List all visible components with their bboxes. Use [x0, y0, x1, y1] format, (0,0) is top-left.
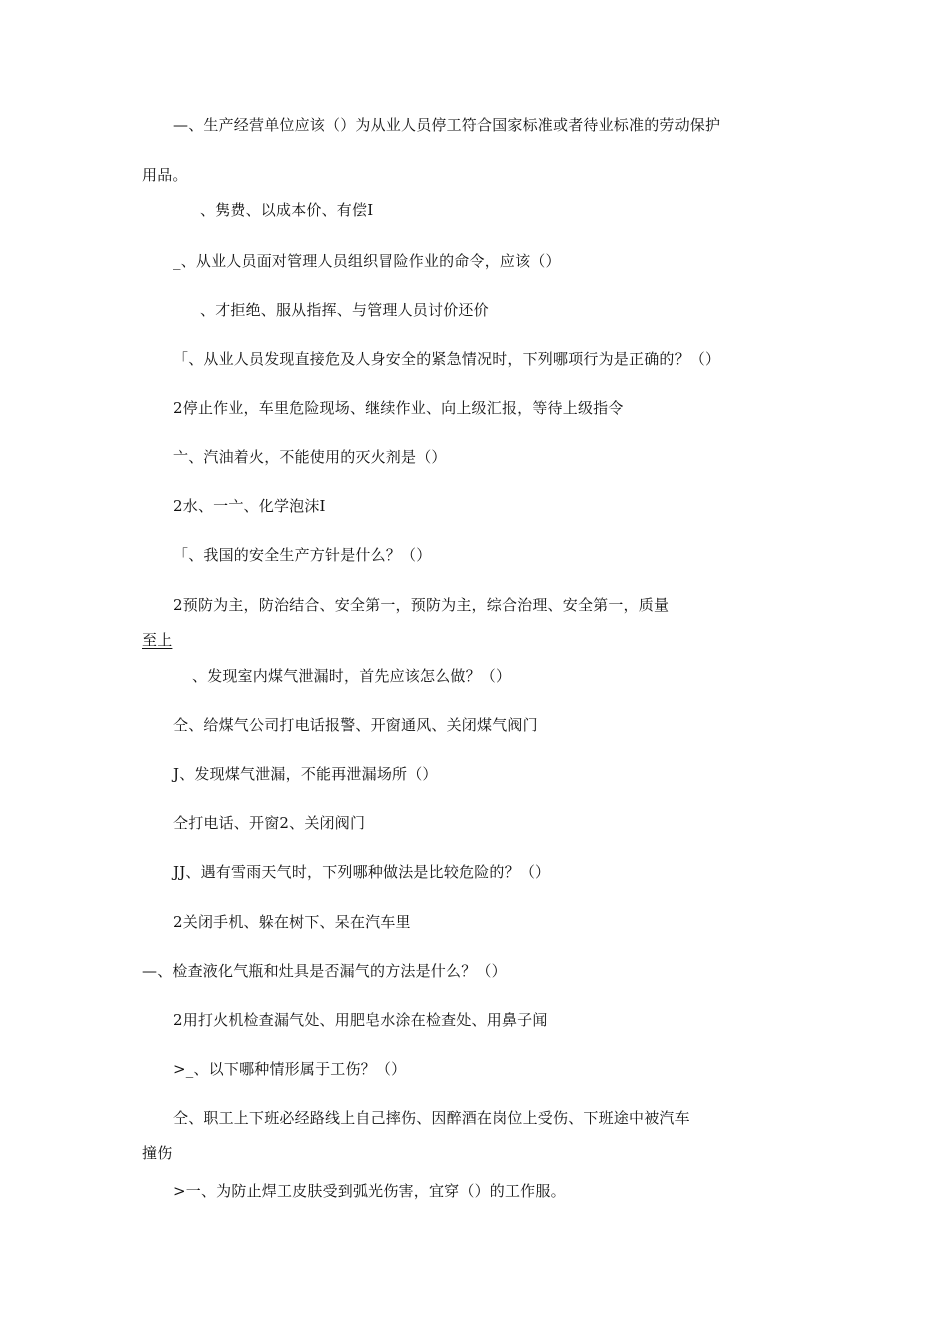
- question-9: —、检查液化气瓶和灶具是否漏气的方法是什么？（）: [142, 962, 507, 980]
- question-2: _、从业人员面对管理人员组织冒险作业的命令，应该（）: [173, 252, 561, 270]
- answer-options-7: 仝打电话、开窗2、关闭阀门: [173, 814, 366, 832]
- answer-options-9: 2用打火机检查漏气处、用肥皂水涂在检查处、用鼻子闻: [173, 1011, 548, 1029]
- question-8: JJ、遇有雪雨天气时，下列哪种做法是比较危险的？（）: [173, 863, 551, 881]
- question-1: —、生产经营单位应该（）为从业人员停工符合国家标准或者待业标准的劳动保护: [173, 116, 721, 134]
- question-3: 「、从业人员发现直接危及人身安全的紧急情况时，下列哪项行为是正确的？（）: [173, 350, 721, 368]
- question-5: 「、我国的安全生产方针是什么？（）: [173, 546, 432, 564]
- answer-options-5-continuation: 至上: [142, 631, 173, 649]
- answer-options-1: 、隽费、以成本价、有偿I: [200, 201, 374, 219]
- answer-options-2: 、才拒绝、服从指挥、与管理人员讨价还价: [200, 301, 489, 319]
- answer-options-5: 2预防为主，防治结合、安全第一，预防为主，综合治理、安全第一，质量: [173, 596, 670, 614]
- question-7: J、发现煤气泄漏，不能再泄漏场所（）: [173, 765, 438, 783]
- answer-options-8: 2关闭手机、躲在树下、呆在汽车里: [173, 913, 411, 931]
- answer-options-6: 仝、给煤气公司打电话报警、开窗通风、关闭煤气阀门: [173, 716, 538, 734]
- answer-options-3: 2停止作业，车里危险现场、继续作业、向上级汇报，等待上级指令: [173, 399, 624, 417]
- question-10: >_、以下哪种情形属于工伤？（）: [173, 1060, 407, 1078]
- answer-options-10: 仝、职工上下班必经路线上自己摔伤、因醉酒在岗位上受伤、下班途中被汽车: [173, 1109, 690, 1127]
- answer-options-10-continuation: 撞伤: [142, 1144, 173, 1162]
- question-4: 亠、汽油着火，不能使用的灭火剂是（）: [173, 448, 447, 466]
- question-1-continuation: 用品。: [142, 166, 188, 184]
- question-6: 、发现室内煤气泄漏时，首先应该怎么做？（）: [192, 667, 512, 685]
- answer-options-4: 2水、一亠、化学泡沫I: [173, 497, 326, 515]
- question-11: >一、为防止焊工皮肤受到弧光伤害，宜穿（）的工作服。: [173, 1182, 566, 1200]
